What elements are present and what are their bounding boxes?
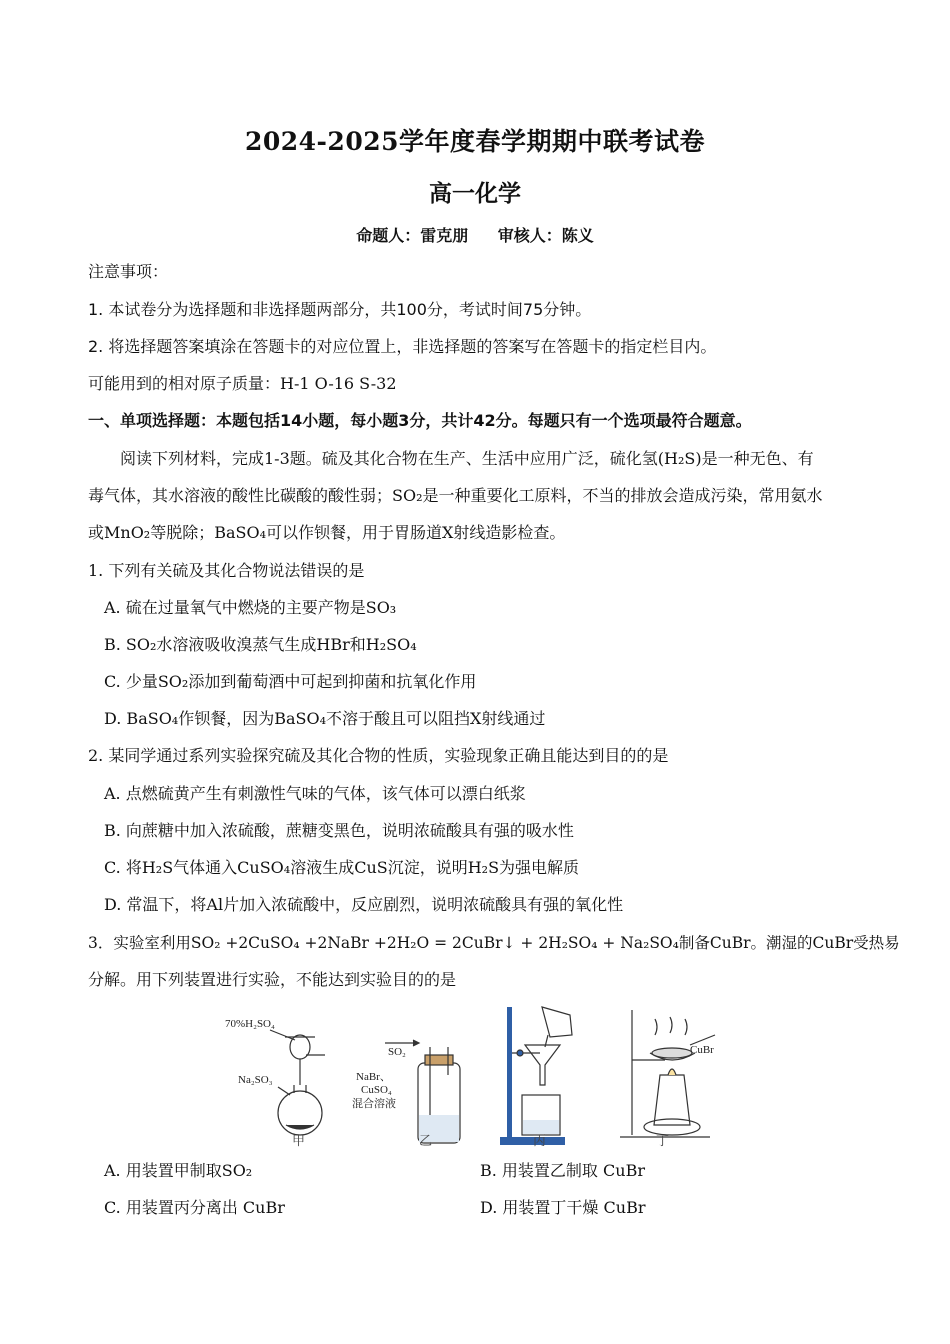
figure-caption: 丙 <box>533 1134 547 1149</box>
option: B. 向蔗糖中加入浓硫酸，蔗糖变黑色，说明浓硫酸具有强的吸水性 <box>104 821 574 840</box>
option: C. 将H₂S气体通入CuSO₄溶液生成CuS沉淀，说明H₂S为强电解质 <box>104 858 580 877</box>
figure-caption: 甲 <box>292 1134 306 1149</box>
jia-acid-label: 70%H₂SO₄ <box>225 1018 275 1030</box>
option: B. 用装置乙制取 CuBr <box>480 1161 645 1180</box>
option: C. 用装置丙分离出 CuBr <box>104 1198 285 1217</box>
note-item: 2. 将选择题答案填涂在答题卡的对应位置上，非选择题的答案写在答题卡的指定栏目内。 <box>88 337 717 356</box>
exam-subject: 高一化学 <box>429 180 521 207</box>
option: D. 用装置丁干燥 CuBr <box>480 1198 646 1217</box>
question-stem: 1. 下列有关硫及其化合物说法错误的是 <box>88 561 365 580</box>
note-item: 1. 本试卷分为选择题和非选择题两部分，共100分，考试时间75分钟。 <box>88 300 592 319</box>
ding-label: CuBr <box>690 1044 714 1056</box>
atomic-mass: 可能用到的相对原子质量：H-1 O-16 S-32 <box>88 374 397 393</box>
exam-authors <box>0 223 950 246</box>
yi-solution-label: NaBr、 <box>356 1071 391 1083</box>
option: A. 硫在过量氧气中燃烧的主要产物是SO₃ <box>104 598 397 617</box>
option: D. BaSO₄作钡餐，因为BaSO₄不溶于酸且可以阻挡X射线通过 <box>104 709 546 728</box>
section-heading: 一、单项选择题：本题包括14小题，每小题3分，共计42分。每题只有一个选项最符合题意。 <box>88 411 752 430</box>
apparatus-figure <box>220 1005 740 1147</box>
yi-solution-label: CuSO₄ <box>361 1084 392 1096</box>
option: C. 少量SO₂添加到葡萄酒中可起到抑菌和抗氧化作用 <box>104 672 477 691</box>
notes-heading: 注意事项： <box>88 262 169 281</box>
apparatus-jia <box>225 1018 325 1135</box>
figure-caption: 乙 <box>419 1134 433 1149</box>
apparatus-bing <box>500 1007 572 1145</box>
question-stem: 2. 某同学通过系列实验探究硫及其化合物的性质，实验现象正确且能达到目的的是 <box>88 746 669 765</box>
apparatus-ding <box>620 1010 715 1137</box>
author: 命题人：雷克朋 <box>356 226 469 245</box>
reviewer: 审核人：陈义 <box>497 226 594 245</box>
question-stem: 3．实验室利用SO₂ +2CuSO₄ +2NaBr +2H₂O = 2CuBr↓ + 2H₂SO₄ + Na₂SO₄制备CuBr。潮湿的CuBr受热易 <box>88 934 900 952</box>
option: B. SO₂水溶液吸收溴蒸气生成HBr和H₂SO₄ <box>104 635 417 654</box>
figure-caption: 丁 <box>656 1134 670 1149</box>
reading-line: 阅读下列材料，完成1-3题。硫及其化合物在生产、生活中应用广泛，硫化氢(H₂S)是一种无色、有 <box>120 449 814 468</box>
reading-line: 或MnO₂等脱除；BaSO₄可以作钡餐，用于胃肠道X射线造影检查。 <box>88 523 566 542</box>
option: A. 用装置甲制取SO₂ <box>104 1161 253 1180</box>
option: A. 点燃硫黄产生有刺激性气味的气体，该气体可以漂白纸浆 <box>104 784 526 803</box>
yi-solution-label: 混合溶液 <box>352 1098 396 1110</box>
jia-salt-label: Na₂SO₃ <box>238 1074 273 1086</box>
apparatus-yi <box>352 1040 460 1143</box>
option: D. 常温下，将Al片加入浓硫酸中，反应剧烈，说明浓硫酸具有强的氧化性 <box>104 895 624 914</box>
question-stem: 分解。用下列装置进行实验，不能达到实验目的的是 <box>88 970 457 989</box>
reading-line: 毒气体，其水溶液的酸性比碳酸的酸性弱；SO₂是一种重要化工原料，不当的排放会造成污染，常用氨水 <box>88 486 823 505</box>
yi-gas-label: SO₂ <box>388 1046 406 1058</box>
exam-title: 2024-2025学年度春学期期中联考试卷 <box>244 127 706 156</box>
